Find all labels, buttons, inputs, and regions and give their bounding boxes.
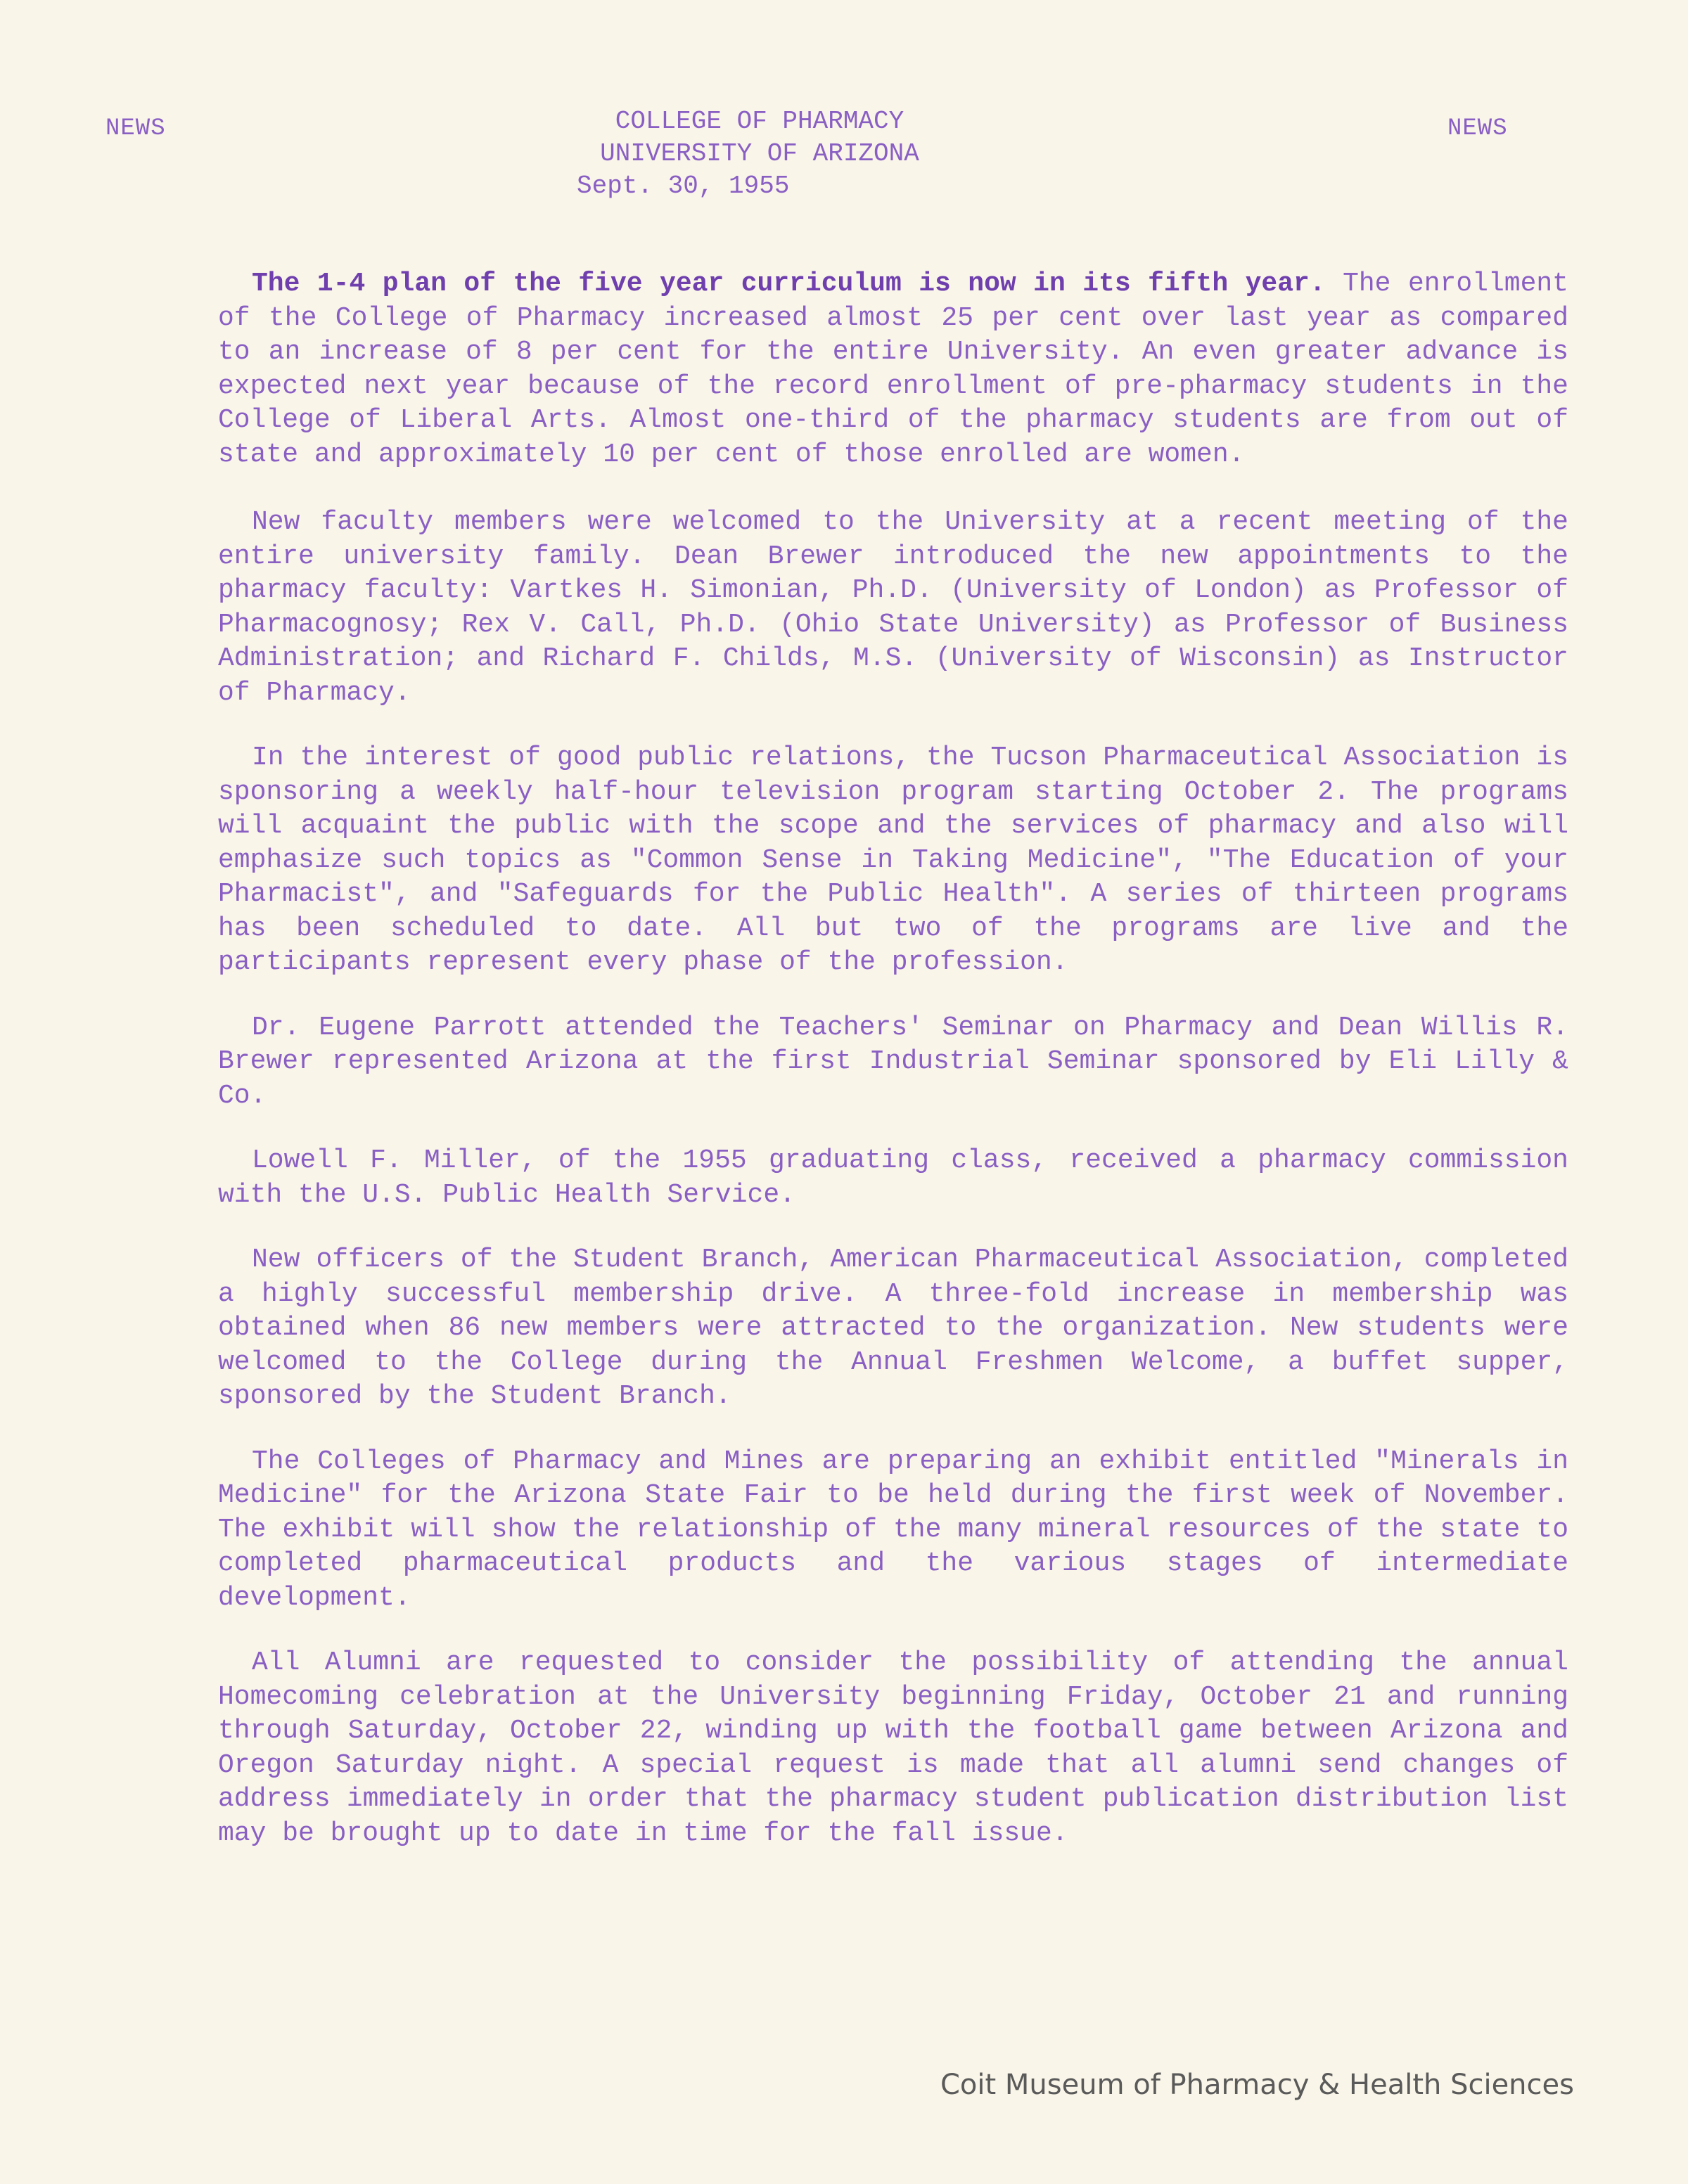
paragraph-commission: Lowell F. Miller, of the 1955 graduating class, received a pharmacy commission with the U.S. Public Health Service. [218, 1145, 1568, 1210]
paragraph-faculty: New faculty members were welcomed to the University at a recent meeting of the entire university family. Dean Brewer introduced the new appointments to the pharmacy faculty: Vartkes H. Simonian, Ph.D. (University of London) as Professor of Pharmacognosy; Rex V. Call, Ph.D. (Ohio State University) as Professor of Business Administration; and Richard F. Childs, M.S. (University of Wisconsin) as Instructor of Pharmacy. [218, 507, 1568, 708]
paragraph-text: The enrollment of the College of Pharmacy increased almost 25 per cent over last year as compared to an increase of 8 per cent for the entire University. An even greater advance is expected next year because of the record enrollment of pre-pharmacy students in the College of Liberal Arts. Almost one-third of the pharmacy students are from out of state and approximately 10 per cent of those enrolled are women. [218, 269, 1568, 470]
museum-watermark: Coit Museum of Pharmacy & Health Sciences [940, 2069, 1574, 2101]
college-name: COLLEGE OF PHARMACY [615, 107, 904, 136]
paragraph-exhibit: The Colleges of Pharmacy and Mines are preparing an exhibit entitled "Minerals in Medicine" for the Arizona State Fair to be held during the first week of November. The exhibit will show the relationship of the many mineral resources of the state to completed pharmaceutical products and the various stages of intermediate development. [218, 1446, 1568, 1613]
paragraph-curriculum [218, 267, 1568, 472]
document-date: Sept. 30, 1955 [577, 172, 790, 200]
paragraph-seminars: Dr. Eugene Parrott attended the Teachers' Seminar on Pharmacy and Dean Willis R. Brewer represented Arizona at the first Industrial Seminar sponsored by Eli Lilly & Co. [218, 1012, 1568, 1111]
university-name: UNIVERSITY OF ARIZONA [600, 139, 919, 168]
paragraph-homecoming: All Alumni are requested to consider the possibility of attending the annual Homecoming celebration at the University beginning Friday, October 21 and running through Saturday, October 22, winding up with the football game between Arizona and Oregon Saturday night. A special request is made that all alumni send changes of address immediately in order that the pharmacy student publication distribution list may be brought up to date in time for the fall issue. [218, 1647, 1568, 1849]
paragraph-lead: The 1-4 plan of the five year curriculum is now in its fifth year. [252, 269, 1326, 299]
news-label-right: NEWS [1447, 115, 1508, 142]
paragraph-student-branch: New officers of the Student Branch, American Pharmaceutical Association, completed a highly successful membership drive. A three-fold increase in membership was obtained when 86 new members were attracted to the organization. New students were welcomed to the College during the Annual Freshmen Welcome, a buffet supper, sponsored by the Student Branch. [218, 1245, 1568, 1411]
news-body [218, 267, 1568, 1882]
news-label-left: NEWS [106, 115, 166, 142]
paragraph-television: In the interest of good public relations, the Tucson Pharmaceutical Association is sponsoring a weekly half-hour television program starting October 2. The programs will acquaint the public with the scope and the services of pharmacy and also will emphasize such topics as "Common Sense in Taking Medicine", "The Education of your Pharmacist", and "Safeguards for the Public Health". A series of thirteen programs has been scheduled to date. All but two of the programs are live and the participants represent every phase of the profession. [218, 743, 1568, 977]
letterhead [492, 105, 1027, 203]
